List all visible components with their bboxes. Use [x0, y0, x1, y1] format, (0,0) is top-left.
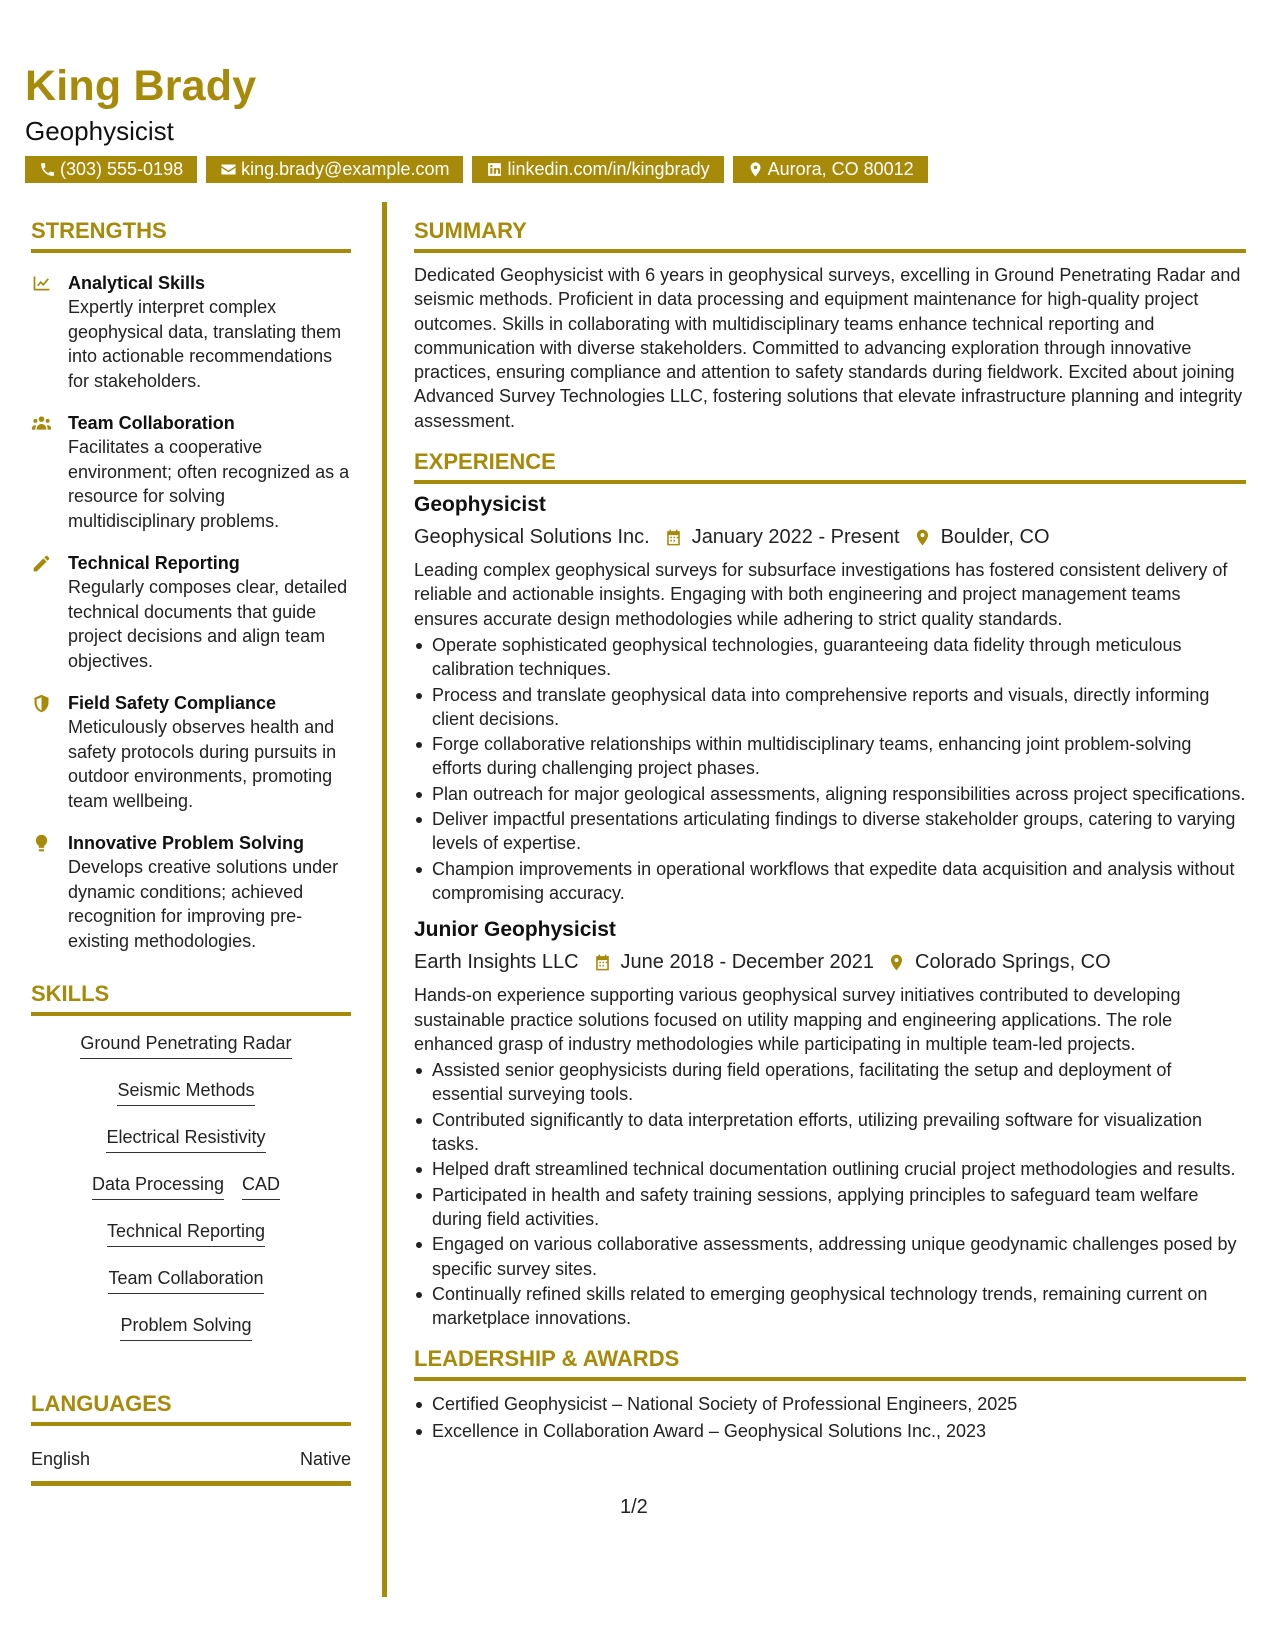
- calendar-icon: [664, 528, 683, 547]
- language-row: [31, 1448, 351, 1470]
- bullet-item: Deliver impactful presentations articulating findings to diverse stakeholder groups, catering to varying levels of expertise.: [414, 807, 1246, 856]
- job-meta: [414, 524, 1246, 550]
- envelope-icon: [220, 161, 237, 178]
- strength-desc: Develops creative solutions under dynamic conditions; achieved recognition for improving pre-existing methodologies.: [68, 857, 339, 951]
- strength-item: [31, 831, 351, 953]
- strength-desc: Meticulously observes health and safety protocols during pursuits in outdoor environments, promoting team wellbeing.: [68, 717, 337, 811]
- candidate-role: Geophysicist: [25, 116, 174, 146]
- skills-list: [31, 1032, 351, 1341]
- skill-tag: Team Collaboration: [108, 1267, 263, 1294]
- shield-icon: [31, 691, 68, 813]
- contact-linkedin[interactable]: [472, 156, 723, 183]
- bullet-item: Champion improvements in operational workflows that expedite data acquisition and analysis without compromising accuracy.: [414, 857, 1246, 906]
- bullet-item: Operate sophisticated geophysical technologies, guaranteeing data fidelity through meticulous calibration techniques.: [414, 633, 1246, 682]
- bullet-item: Engaged on various collaborative assessments, addressing unique geodynamic challenges posed by specific survey sites.: [414, 1232, 1246, 1281]
- linkedin-text: linkedin.com/in/kingbrady: [507, 159, 710, 179]
- job-summary: Hands-on experience supporting various geophysical survey initiatives contributed to developing sustainable practice solutions focused on utility mapping and engineering applications. The role enhanced grasp of industry methodologies while participating in multiple team-led projects.: [414, 985, 1181, 1054]
- phone-text: (303) 555-0198: [60, 159, 184, 179]
- map-pin-icon: [913, 528, 932, 547]
- strength-title: Analytical Skills: [68, 273, 206, 293]
- job-location: Colorado Springs, CO: [915, 951, 1111, 974]
- job-title: Geophysicist: [414, 493, 546, 517]
- column-divider: [382, 202, 387, 1597]
- bullet-item: Forge collaborative relationships within multidisciplinary teams, enhancing joint problem-solving efforts during challenging project phases.: [414, 732, 1246, 781]
- calendar-icon: [593, 953, 612, 972]
- contact-email[interactable]: [206, 156, 463, 183]
- lightbulb-icon: [31, 831, 68, 953]
- bullet-item: Contributed significantly to data interpretation efforts, utilizing prevailing software for visualization tasks.: [414, 1108, 1246, 1157]
- job-company: Earth Insights LLC: [414, 951, 579, 974]
- job-dates: January 2022 - Present: [691, 526, 900, 549]
- job-location: Boulder, CO: [940, 526, 1050, 549]
- email-text: king.brady@example.com: [241, 159, 450, 179]
- award-item: Certified Geophysicist – National Society of Professional Engineers, 2025: [414, 1391, 1246, 1418]
- linkedin-icon: [486, 161, 503, 178]
- language-name: English: [31, 1449, 91, 1469]
- strength-item: [31, 271, 351, 393]
- bullet-item: Continually refined skills related to emerging geophysical technology trends, remaining current on marketplace innovations.: [414, 1282, 1246, 1331]
- candidate-name: King Brady: [25, 62, 257, 110]
- skill-tag: Seismic Methods: [117, 1079, 254, 1106]
- skill-tag: Electrical Resistivity: [106, 1126, 265, 1153]
- phone-icon: [39, 161, 56, 178]
- skill-tag: Ground Penetrating Radar: [80, 1032, 291, 1059]
- page-number: 1/2: [620, 1496, 648, 1518]
- strength-item: [31, 691, 351, 813]
- skill-tag: Problem Solving: [120, 1314, 251, 1341]
- strength-desc: Regularly composes clear, detailed technical documents that guide project decisions and align team objectives.: [68, 577, 348, 671]
- location-text: Aurora, CO 80012: [767, 159, 914, 179]
- job-bullets: [414, 633, 1246, 905]
- job-bullets: [414, 1058, 1246, 1330]
- job-entry: [414, 917, 1246, 1330]
- skills-heading: SKILLS: [31, 981, 351, 1016]
- languages-heading: LANGUAGES: [31, 1391, 351, 1426]
- map-pin-icon: [887, 953, 906, 972]
- strength-title: Field Safety Compliance: [68, 693, 277, 713]
- strength-title: Innovative Problem Solving: [68, 833, 305, 853]
- strength-desc: Facilitates a cooperative environment; often recognized as a resource for solving multidisciplinary problems.: [68, 437, 350, 531]
- bullet-item: Participated in health and safety training sessions, applying principles to safeguard team welfare during field activities.: [414, 1183, 1246, 1232]
- left-column: [31, 218, 351, 1486]
- strength-item: [31, 411, 351, 533]
- map-pin-icon: [747, 161, 764, 178]
- skill-tag: CAD: [242, 1173, 280, 1200]
- chart-line-icon: [31, 271, 68, 393]
- experience-heading: EXPERIENCE: [414, 449, 1246, 484]
- users-icon: [31, 411, 68, 533]
- right-column: [414, 218, 1246, 1445]
- contact-bar: [25, 156, 1250, 183]
- contact-location: [733, 156, 928, 183]
- job-title: Junior Geophysicist: [414, 918, 616, 942]
- skill-tag: Technical Reporting: [107, 1220, 265, 1247]
- awards-heading: LEADERSHIP & AWARDS: [414, 1346, 1246, 1381]
- strength-desc: Expertly interpret complex geophysical data, translating them into actionable recommendations for stakeholders.: [68, 297, 342, 391]
- awards-list: [414, 1391, 1246, 1445]
- award-item: Excellence in Collaboration Award – Geophysical Solutions Inc., 2023: [414, 1418, 1246, 1445]
- language-level-bar: [31, 1481, 351, 1486]
- summary-heading: SUMMARY: [414, 218, 1246, 253]
- bullet-item: Plan outreach for major geological assessments, aligning responsibilities across project specifications.: [414, 782, 1246, 806]
- strength-title: Technical Reporting: [68, 553, 240, 573]
- contact-phone[interactable]: [25, 156, 197, 183]
- bullet-item: Assisted senior geophysicists during field operations, facilitating the setup and deployment of essential surveying tools.: [414, 1058, 1246, 1107]
- job-company: Geophysical Solutions Inc.: [414, 526, 650, 549]
- job-summary: Leading complex geophysical surveys for subsurface investigations has fostered consistent delivery of reliable and actionable insights. Engaging with both engineering and project management teams ensures accurate design methodologies while adhering to strict quality standards.: [414, 560, 1228, 629]
- language-level: Native: [299, 1449, 351, 1469]
- job-dates: June 2018 - December 2021: [620, 951, 875, 974]
- bullet-item: Helped draft streamlined technical documentation outlining crucial project methodologies and results.: [414, 1157, 1246, 1181]
- skill-tag: Data Processing: [92, 1173, 224, 1200]
- summary-text: Dedicated Geophysicist with 6 years in geophysical surveys, excelling in Ground Penetrating Radar and seismic methods. Proficient in data processing and equipment maintenance for high-quality project outcomes. Skills in collaborating with multidisciplinary teams enhance technical reporting and communication with diverse stakeholders. Committed to advancing exploration through innovative practices, ensuring compliance and attention to safety standards during fieldwork. Excited about joining Advanced Survey Technologies LLC, fostering solutions that elevate infrastructure planning and integrity assessment.: [414, 265, 1243, 431]
- strength-item: [31, 551, 351, 673]
- job-meta: [414, 949, 1246, 975]
- job-entry: [414, 492, 1246, 905]
- resume-header: [25, 62, 1250, 183]
- languages-section: [31, 1391, 351, 1486]
- strengths-heading: STRENGTHS: [31, 218, 351, 253]
- strength-title: Team Collaboration: [68, 413, 235, 433]
- pencil-icon: [31, 551, 68, 673]
- bullet-item: Process and translate geophysical data into comprehensive reports and visuals, directly informing client decisions.: [414, 683, 1246, 732]
